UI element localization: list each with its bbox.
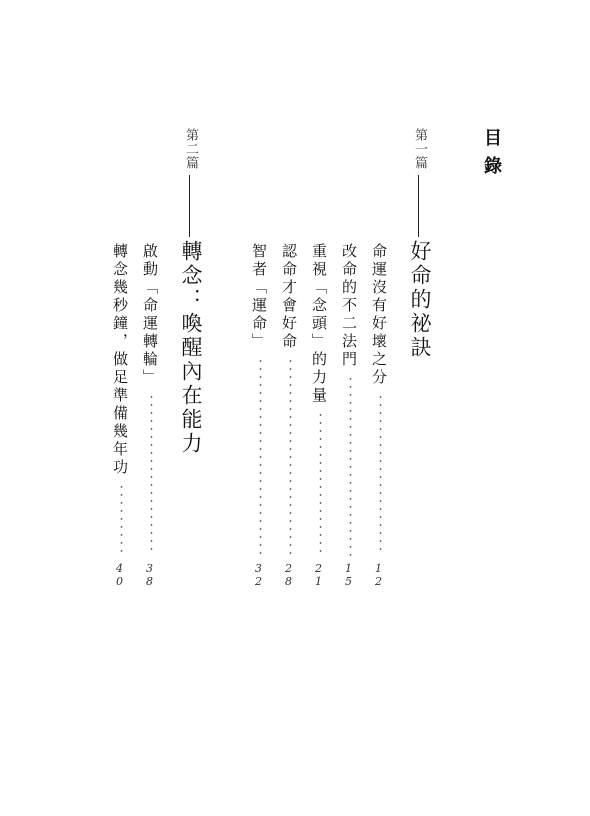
page-number: 38: [143, 562, 156, 588]
part-2-label: 第二篇: [183, 128, 198, 170]
page-number: 12: [372, 562, 385, 588]
part-1-label: 第一篇: [412, 128, 427, 170]
leader-dots: [120, 483, 123, 556]
toc-entry[interactable]: 認命才會好命: [280, 243, 298, 351]
page-number: 32: [252, 562, 265, 588]
toc-entry[interactable]: 啟動「命運轉輪」: [141, 243, 159, 387]
leader-dots: [379, 393, 382, 556]
page-number: 21: [312, 562, 325, 588]
page-number: 40: [113, 562, 126, 588]
toc-title: 目錄: [481, 128, 502, 184]
toc-entry[interactable]: 智者「運命」: [250, 243, 268, 351]
leader-dots: [150, 393, 153, 556]
leader-dots: [259, 357, 262, 556]
toc-entry[interactable]: 轉念幾秒鐘，做足準備幾年功: [111, 243, 129, 477]
toc-entry[interactable]: 重視「念頭」的力量: [310, 243, 328, 405]
leader-dots: [349, 375, 352, 556]
part-2-title: 轉念：喚醒內在能力: [179, 240, 203, 456]
part-1-title: 好命的祕訣: [408, 240, 432, 360]
leader-dots: [289, 357, 292, 556]
page-number: 28: [282, 562, 295, 588]
leader-dots: [319, 411, 322, 556]
page-number: 15: [342, 562, 355, 588]
part-1-divider: [418, 175, 419, 237]
part-2-divider: [189, 175, 190, 237]
toc-entry[interactable]: 改命的不二法門: [340, 243, 358, 369]
toc-entry[interactable]: 命運沒有好壞之分: [370, 243, 388, 387]
